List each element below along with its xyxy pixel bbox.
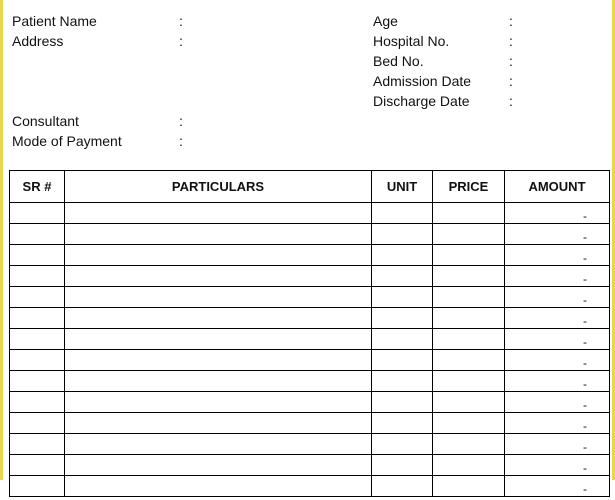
amount-cell: - [505,245,610,266]
price-cell[interactable] [433,371,505,392]
hospital-no-colon: : [509,33,513,49]
bill-table-wrapper [9,170,609,500]
sr-number-cell[interactable] [10,350,65,371]
price-cell[interactable] [433,308,505,329]
particulars-cell[interactable] [65,392,372,413]
sr-number-cell[interactable] [10,413,65,434]
admission-date-colon: : [509,73,513,89]
sr-number-cell[interactable] [10,203,65,224]
sr-number-cell[interactable] [10,308,65,329]
unit-cell[interactable] [372,245,433,266]
unit-cell[interactable] [372,350,433,371]
table-row [10,224,610,245]
price-cell[interactable] [433,245,505,266]
price-cell[interactable] [433,455,505,476]
sr-number-cell[interactable] [10,476,65,497]
amount-cell: - [505,287,610,308]
particulars-cell[interactable] [65,224,372,245]
sr-number-cell[interactable] [10,371,65,392]
table-row [10,329,610,350]
bill-table [9,170,610,497]
price-cell[interactable] [433,476,505,497]
price-cell[interactable] [433,329,505,350]
particulars-cell[interactable] [65,203,372,224]
price-cell[interactable] [433,287,505,308]
sr-number-cell[interactable] [10,455,65,476]
price-cell[interactable] [433,413,505,434]
sr-number-cell[interactable] [10,224,65,245]
address-label: Address [12,33,64,49]
unit-cell[interactable] [372,203,433,224]
price-header: PRICE [433,171,505,203]
address-colon: : [179,33,183,49]
particulars-cell[interactable] [65,434,372,455]
particulars-cell[interactable] [65,287,372,308]
particulars-cell[interactable] [65,350,372,371]
consultant-colon: : [179,113,183,129]
particulars-cell[interactable] [65,476,372,497]
amount-cell: - [505,413,610,434]
table-row [10,434,610,455]
sr-number-cell[interactable] [10,434,65,455]
amount-cell: - [505,434,610,455]
table-row [10,455,610,476]
unit-cell[interactable] [372,287,433,308]
particulars-cell[interactable] [65,245,372,266]
amount-cell: - [505,203,610,224]
admission-date-label: Admission Date [373,73,472,89]
sr-number-cell[interactable] [10,266,65,287]
bed-no-label: Bed No. [373,53,424,69]
table-row [10,287,610,308]
amount-cell: - [505,476,610,497]
sr-number-header: SR # [10,171,65,203]
bill-table-body [10,203,610,497]
unit-cell[interactable] [372,266,433,287]
unit-cell[interactable] [372,413,433,434]
bill-table-header-row [10,171,610,203]
unit-cell[interactable] [372,455,433,476]
mode-of-payment-label: Mode of Payment [12,133,122,149]
particulars-cell[interactable] [65,266,372,287]
discharge-date-label: Discharge Date [373,93,470,109]
unit-cell[interactable] [372,476,433,497]
sr-number-cell[interactable] [10,245,65,266]
price-cell[interactable] [433,350,505,371]
amount-cell: - [505,224,610,245]
table-row [10,371,610,392]
particulars-cell[interactable] [65,308,372,329]
particulars-cell[interactable] [65,329,372,350]
particulars-cell[interactable] [65,455,372,476]
age-colon: : [509,13,513,29]
unit-cell[interactable] [372,308,433,329]
table-row [10,413,610,434]
table-row [10,266,610,287]
unit-cell[interactable] [372,224,433,245]
table-row [10,308,610,329]
amount-cell: - [505,308,610,329]
bed-no-colon: : [509,53,513,69]
patient-name-label: Patient Name [12,13,97,29]
table-row [10,203,610,224]
unit-cell[interactable] [372,392,433,413]
price-cell[interactable] [433,203,505,224]
unit-cell[interactable] [372,329,433,350]
amount-cell: - [505,350,610,371]
age-label: Age [373,13,398,29]
table-row [10,476,610,497]
price-cell[interactable] [433,224,505,245]
amount-cell: - [505,392,610,413]
mode-of-payment-colon: : [179,133,183,149]
sr-number-cell[interactable] [10,287,65,308]
unit-cell[interactable] [372,434,433,455]
table-row [10,245,610,266]
sr-number-cell[interactable] [10,392,65,413]
table-row [10,392,610,413]
particulars-cell[interactable] [65,371,372,392]
unit-header: UNIT [372,171,433,203]
particulars-cell[interactable] [65,413,372,434]
particulars-header: PARTICULARS [65,171,372,203]
unit-cell[interactable] [372,371,433,392]
amount-cell: - [505,455,610,476]
price-cell[interactable] [433,392,505,413]
patient-name-colon: : [179,13,183,29]
hospital-no-label: Hospital No. [373,33,450,49]
amount-header: AMOUNT [505,171,610,203]
discharge-date-colon: : [509,93,513,109]
table-row [10,350,610,371]
amount-cell: - [505,329,610,350]
price-cell[interactable] [433,434,505,455]
amount-cell: - [505,266,610,287]
amount-cell: - [505,371,610,392]
sr-number-cell[interactable] [10,329,65,350]
price-cell[interactable] [433,266,505,287]
consultant-label: Consultant [12,113,79,129]
